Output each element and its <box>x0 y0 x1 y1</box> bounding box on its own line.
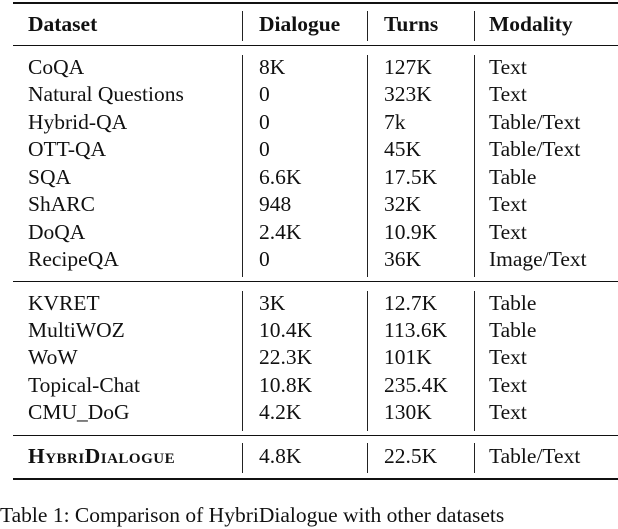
column-divider <box>242 11 243 41</box>
header-dataset: Dataset <box>28 12 98 36</box>
cell-dataset: OTT-QA <box>28 137 107 161</box>
cell-turns: 36K <box>384 247 422 271</box>
cell-modality: Text <box>489 373 527 397</box>
column-divider <box>367 443 368 473</box>
group-separator-rule <box>13 281 618 282</box>
top-rule <box>13 2 618 4</box>
cell-dataset: CMU_DoG <box>28 400 130 424</box>
column-divider <box>242 55 243 277</box>
cell-turns: 12.7K <box>384 291 438 315</box>
cell-dataset: CoQA <box>28 55 85 79</box>
cell-dataset: Hybrid-QA <box>28 110 128 134</box>
cell-turns: 113.6K <box>384 318 448 342</box>
cell-dialogue: 0 <box>259 110 270 134</box>
column-divider <box>367 291 368 431</box>
bottom-rule <box>13 478 618 480</box>
cell-dataset: KVRET <box>28 291 100 315</box>
header-rule <box>13 45 618 46</box>
cell-dialogue: 6.6K <box>259 165 302 189</box>
cell-turns: 32K <box>384 192 422 216</box>
cell-turns: 323K <box>384 82 432 106</box>
cell-dataset: WoW <box>28 345 78 369</box>
cell-modality: Image/Text <box>489 247 587 271</box>
cell-dialogue: 0 <box>259 137 270 161</box>
cell-modality: Table <box>489 318 537 342</box>
cell-dataset: Natural Questions <box>28 82 184 106</box>
cell-dataset: Topical-Chat <box>28 373 140 397</box>
cell-dialogue: 2.4K <box>259 220 302 244</box>
cell-modality: Table <box>489 165 537 189</box>
cell-dialogue: 4.8K <box>259 444 302 468</box>
column-divider <box>474 11 475 41</box>
cell-dialogue: 948 <box>259 192 292 216</box>
column-divider <box>474 291 475 431</box>
column-divider <box>242 443 243 473</box>
cell-modality: Text <box>489 82 527 106</box>
column-divider <box>242 291 243 431</box>
cell-dataset: DoQA <box>28 220 86 244</box>
cell-turns: 22.5K <box>384 444 438 468</box>
cell-turns: 130K <box>384 400 432 424</box>
cell-dataset: MultiWOZ <box>28 318 125 342</box>
cell-dataset: RecipeQA <box>28 247 119 271</box>
cell-dataset-ours: HybriDialogue <box>28 444 176 468</box>
cell-turns: 45K <box>384 137 422 161</box>
header-dialogue: Dialogue <box>259 12 341 36</box>
cell-modality: Text <box>489 345 527 369</box>
cell-dialogue: 22.3K <box>259 345 313 369</box>
cell-modality: Table/Text <box>489 110 581 134</box>
cell-dialogue: 3K <box>259 291 286 315</box>
cell-turns: 7k <box>384 110 406 134</box>
column-divider <box>367 55 368 277</box>
cell-dialogue: 4.2K <box>259 400 302 424</box>
cell-dialogue: 10.4K <box>259 318 313 342</box>
header-modality: Modality <box>489 12 573 36</box>
cell-dialogue: 0 <box>259 82 270 106</box>
cell-turns: 17.5K <box>384 165 438 189</box>
cell-modality: Table/Text <box>489 444 581 468</box>
cell-turns: 127K <box>384 55 432 79</box>
ours-separator-rule <box>13 435 618 436</box>
cell-modality: Text <box>489 400 527 424</box>
cell-turns: 10.9K <box>384 220 438 244</box>
cell-modality: Text <box>489 220 527 244</box>
cell-modality: Table <box>489 291 537 315</box>
cell-dialogue: 8K <box>259 55 286 79</box>
cell-turns: 101K <box>384 345 432 369</box>
column-divider <box>367 11 368 41</box>
column-divider <box>474 443 475 473</box>
cell-modality: Text <box>489 55 527 79</box>
header-turns: Turns <box>384 12 439 36</box>
cell-modality: Table/Text <box>489 137 581 161</box>
cell-modality: Text <box>489 192 527 216</box>
cell-turns: 235.4K <box>384 373 448 397</box>
cell-dialogue: 10.8K <box>259 373 313 397</box>
table-caption: Table 1: Comparison of HybriDialogue with other datasets <box>0 503 505 527</box>
cell-dataset: SQA <box>28 165 72 189</box>
cell-dialogue: 0 <box>259 247 270 271</box>
column-divider <box>474 55 475 277</box>
cell-dataset: ShARC <box>28 192 95 216</box>
